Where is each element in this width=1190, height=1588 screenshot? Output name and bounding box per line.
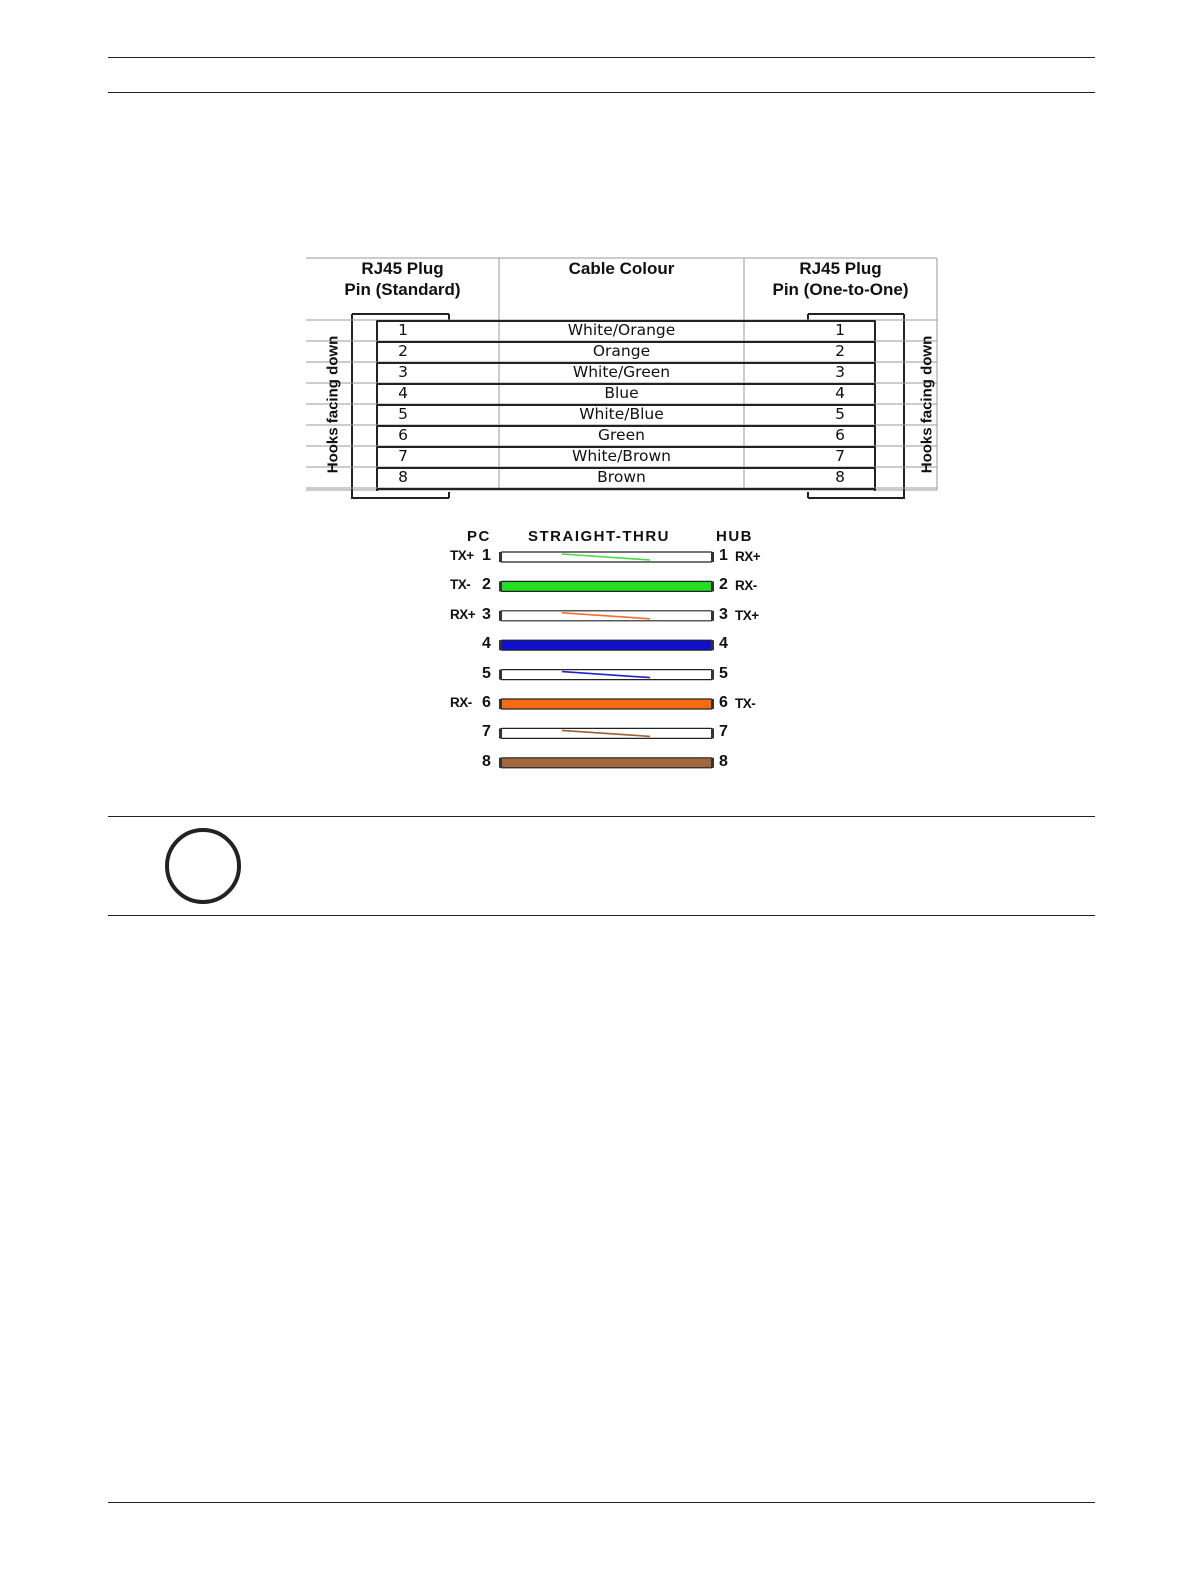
header-right-line1: RJ45 Plug [799,259,882,278]
pin-right-label-3: 3 [719,605,728,623]
cable-colour-4: Blue [604,384,639,402]
note-rule-bottom [108,915,1095,916]
wire-6 [499,699,714,709]
wire-end-right-5 [711,670,714,680]
pin-left-label-5: 5 [482,664,491,682]
wire-end-right-4 [711,640,714,650]
signal-left-2: TX- [450,577,471,593]
wire-body-8 [500,758,713,768]
pin-right-label-1: 1 [719,547,728,564]
signal-right-1: RX+ [735,549,761,564]
signal-left-1: TX+ [450,548,474,563]
wire-end-left-6 [499,699,502,709]
wiring-title-straight-thru: STRAIGHT-THRU [528,528,670,545]
wiring-title-hub: HUB [716,528,753,545]
signal-right-3: TX+ [735,607,759,623]
header-left-line2: Pin (Standard) [344,280,461,299]
wire-end-left-1 [499,552,502,562]
header-left-plug [306,258,499,300]
pin-right-6: 6 [835,426,845,444]
pin-right-label-7: 7 [719,723,728,741]
wire-2 [499,581,714,591]
wire-end-left-7 [499,728,502,738]
pin-left-label-1: 1 [482,547,491,564]
pin-left-5: 5 [398,405,408,423]
wire-end-left-8 [499,758,502,768]
wire-end-right-1 [711,552,714,562]
pin-left-1: 1 [398,321,408,339]
pin-right-label-2: 2 [719,576,728,594]
pin-left-label-7: 7 [482,723,491,741]
pin-left-7: 7 [398,447,408,465]
signal-left-3: RX+ [450,606,476,622]
cable-colour-7: White/Brown [572,447,671,465]
pin-right-1: 1 [835,321,845,339]
pin-left-label-8: 8 [482,752,491,770]
header-middle-line1: Cable Colour [568,259,675,278]
note-rule-top [108,816,1095,817]
signal-right-2: RX- [735,578,757,594]
header-rule-bottom [108,92,1095,93]
wire-7 [499,728,714,738]
wire-end-right-8 [711,758,714,768]
header-right-line2: Pin (One-to-One) [772,280,909,299]
pin-left-label-4: 4 [482,635,491,653]
pin-right-label-6: 6 [719,694,728,711]
side-label-left: Hooks facing down [324,335,342,474]
wire-8 [499,758,714,768]
pin-right-8: 8 [835,468,845,486]
wire-end-left-2 [499,581,502,591]
cable-colour-8: Brown [597,468,646,486]
wire-end-left-4 [499,640,502,650]
pin-left-8: 8 [398,468,408,486]
header-right-plug [744,258,937,300]
pin-right-5: 5 [835,405,845,423]
pin-left-4: 4 [398,384,408,402]
cable-colour-2: Orange [592,342,651,360]
cable-colour-1: White/Orange [567,321,676,339]
wire-1 [499,552,714,562]
signal-right-6: TX- [735,696,756,711]
pin-right-4: 4 [835,384,845,402]
pin-left-label-6: 6 [482,694,491,711]
wire-end-right-6 [711,699,714,709]
wiring-title-pc: PC [467,528,491,545]
wire-end-left-3 [499,611,502,621]
wire-body-6 [500,699,713,709]
wire-5 [499,670,714,680]
wire-4 [499,640,714,650]
footer-rule [108,1502,1095,1503]
wire-body-2 [500,581,713,591]
wire-body-4 [500,640,713,650]
pin-left-label-2: 2 [482,576,491,594]
straight-thru-wiring-diagram [440,526,780,776]
header-left-line1: RJ45 Plug [361,259,444,278]
pin-right-2: 2 [835,342,845,360]
note-icon [165,828,241,904]
cable-colour-6: Green [598,426,645,444]
pin-left-6: 6 [398,426,408,444]
wire-end-right-3 [711,611,714,621]
side-label-right: Hooks facing down [918,335,936,474]
wire-end-right-7 [711,728,714,738]
wire-end-right-2 [711,581,714,591]
wire-3 [499,611,714,621]
cable-colour-3: White/Green [572,363,671,381]
rj45-pinout-table [306,258,937,488]
cable-colour-5: White/Blue [579,405,664,423]
pin-right-label-8: 8 [719,752,728,770]
pin-left-label-3: 3 [482,605,491,623]
pin-right-3: 3 [835,363,845,381]
pin-left-3: 3 [398,363,408,381]
signal-left-6: RX- [450,695,472,710]
pin-right-label-4: 4 [719,635,728,653]
pin-right-label-5: 5 [719,664,728,682]
wire-end-left-5 [499,670,502,680]
pin-left-2: 2 [398,342,408,360]
header-rule-top [108,57,1095,58]
wiring-lines [440,526,780,776]
header-cable-colour [499,258,744,279]
pin-right-7: 7 [835,447,845,465]
